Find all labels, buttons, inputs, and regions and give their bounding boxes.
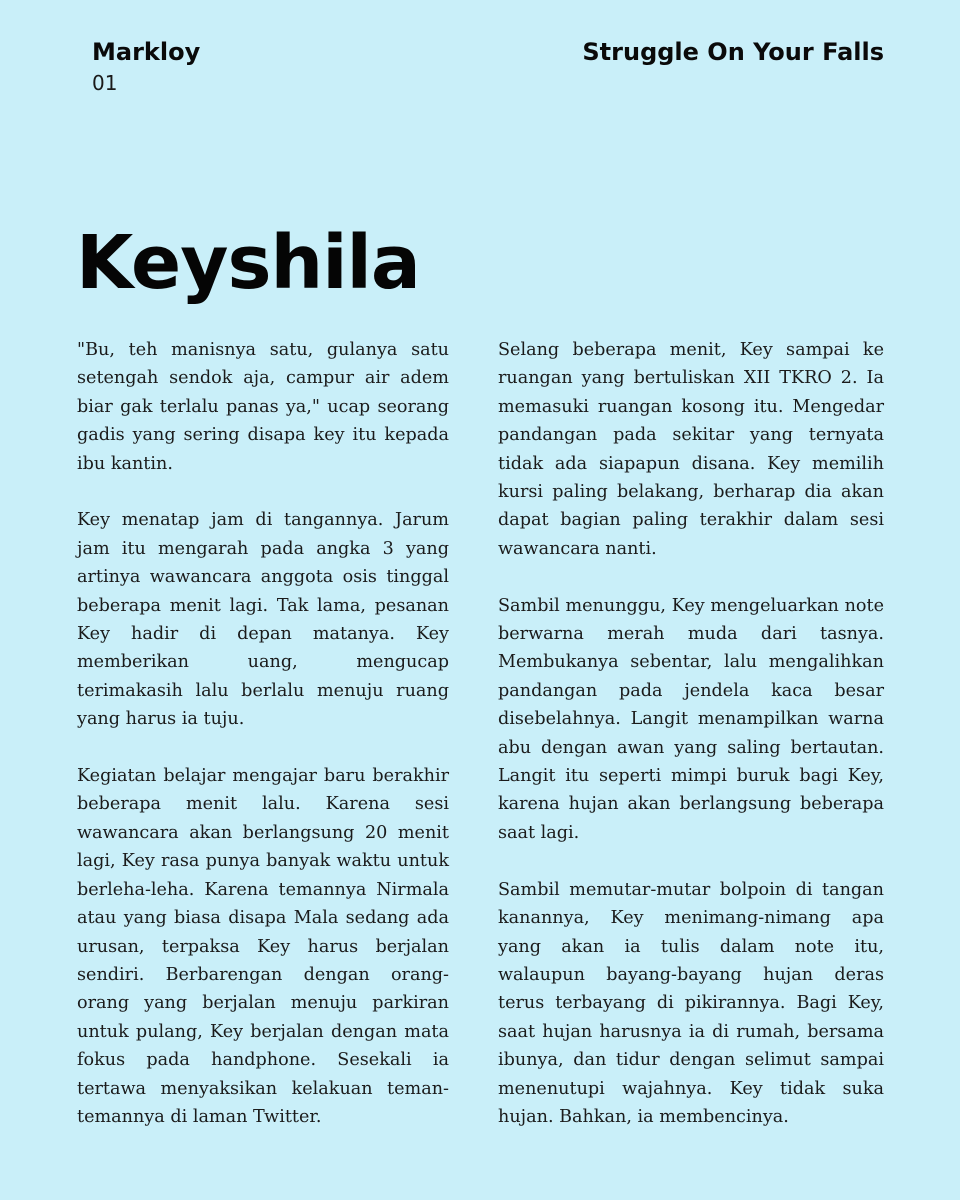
paragraph: Key menatap jam di tangannya. Jarum jam itu mengarah pada angka 3 yang artinya wawancara anggota osis tinggal beberapa menit lagi. Tak lama, pesanan Key hadir di depan matanya. Key memberikan uang, mengucap terimakasih lalu berlalu menuju ruang yang harus ia tuju. xyxy=(77,510,449,730)
series-title: Struggle On Your Falls xyxy=(582,38,884,66)
left-column xyxy=(77,336,449,1160)
header-left xyxy=(92,36,200,96)
right-column xyxy=(498,336,884,1160)
paragraph: "Bu, teh manisnya satu, gulanya satu setengah sendok aja, campur air adem biar gak terlalu panas ya," ucap seorang gadis yang sering disapa key itu kepada ibu kantin. xyxy=(77,340,449,474)
page-number: 01 xyxy=(92,71,118,95)
paragraph: Sambil menunggu, Key mengeluarkan note berwarna merah muda dari tasnya. Membukanya sebentar, lalu mengalihkan pandangan pada jendela kaca besar disebelahnya. Langit menampilkan warna abu dengan awan yang saling bertautan. Langit itu seperti mimpi buruk bagi Key, karena hujan akan berlangsung beberapa saat lagi. xyxy=(498,595,884,843)
paragraph: Sambil memutar-mutar bolpoin di tangan kanannya, Key menimang-nimang apa yang akan ia tulis dalam note itu, walaupun bayang-bayang hujan deras terus terbayang di pikirannya. Bagi Key, saat hujan harusnya ia di rumah, bersama ibunya, dan tidur dengan selimut sampai menenutupi wajahnya. Key tidak suka hujan. Bahkan, ia membencinya. xyxy=(498,879,884,1127)
brand-name: Markloy xyxy=(92,38,201,66)
paragraph: Kegiatan belajar mengajar baru berakhir beberapa menit lalu. Karena sesi wawancara akan berlangsung 20 menit lagi, Key rasa punya banyak waktu untuk berleha-leha. Karena temannya Nirmala atau yang biasa disapa Mala sedang ada urusan, terpaksa Key harus berjalan sendiri. Berbarengan dengan orang-orang yang berjalan menuju parkiran untuk pulang, Key berjalan dengan mata fokus pada handphone. Sesekali ia tertawa menyaksikan kelakuan teman-temannya di laman Twitter. xyxy=(77,766,449,1127)
chapter-title: Keyshila xyxy=(76,220,420,306)
paragraph: Selang beberapa menit, Key sampai ke ruangan yang bertuliskan XII TKRO 2. Ia memasuki ruangan kosong itu. Mengedar pandangan pada sekitar yang ternyata tidak ada siapapun disana. Key memilih kursi paling belakang, berharap dia akan dapat bagian paling terakhir dalam sesi wawancara nanti. xyxy=(498,340,884,559)
